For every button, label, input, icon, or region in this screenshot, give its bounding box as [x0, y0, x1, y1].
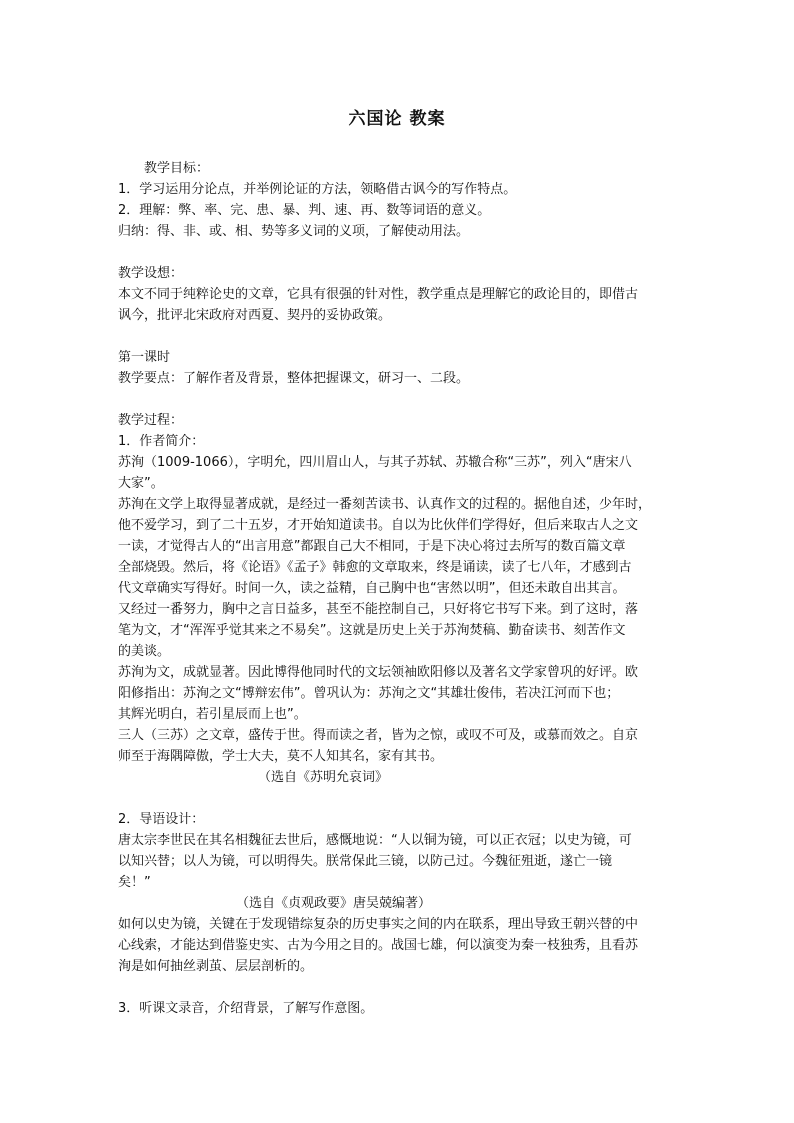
paragraph-line: 他不爱学习，到了二十五岁，才开始知道读书。自以为比伙伴们学得好，但后来取古人之文	[118, 518, 639, 533]
paragraph-line: 本文不同于纯粹论史的文章，它具有很强的针对性，教学重点是理解它的政论目的，即借古	[118, 287, 639, 302]
paragraph-line: 苏洵（1009-1066），字明允，四川眉山人，与其子苏轼、苏辙合称“三苏”，列入“唐宋八	[118, 455, 632, 470]
paragraph-line: 大家”。	[118, 476, 164, 491]
paragraph-line: 其辉光明白，若引星辰而上也”。	[118, 707, 307, 722]
subheading-intro: 2．导语设计：	[118, 812, 205, 827]
paragraph-line: 全部烧毁。然后，将《论语》《孟子》韩愈的文章取来，终是诵读，读了七八年，才感到古	[118, 560, 632, 575]
paragraph-line: 1．学习运用分论点，并举例论证的方法，领略借古讽今的写作特点。	[118, 182, 517, 197]
paragraph-line: 唐太宗李世民在其名相魏征去世后，感慨地说：“人以铜为镜，可以正衣冠；以史为镜，可	[118, 833, 632, 848]
paragraph-line: 以知兴替；以人为镜，可以明得失。朕常保此三镜，以防己过。今魏征殂逝，遂亡一镜	[118, 854, 613, 869]
paragraph-line: 阳修指出：苏洵之文“博辩宏伟”。曾巩认为：苏洵之文“其雄壮俊伟，若决江河而下也；	[118, 686, 620, 701]
paragraph-line: 苏洵在文学上取得显著成就，是经过一番刻苦读书、认真作文的过程的。据他自述，少年时，	[118, 497, 652, 512]
paragraph-line: 苏洵为文，成就显著。因此博得他同时代的文坛领袖欧阳修以及著名文学家曾巩的好评。欧	[118, 665, 639, 680]
subheading-listen: 3．听课文录音，介绍背景，了解写作意图。	[118, 1001, 374, 1016]
subheading-author: 1．作者简介：	[118, 434, 205, 449]
paragraph-line: 洵是如何抽丝剥茧、层层剖析的。	[118, 959, 314, 974]
paragraph-line: 教学要点：了解作者及背景，整体把握课文，研习一、二段。	[118, 371, 470, 386]
paragraph-line: 又经过一番努力，胸中之言日益多，甚至不能控制自己，只好将它书写下来。到了这时，落	[118, 602, 639, 617]
document-body	[118, 158, 678, 1019]
paragraph-line: 归纳：得、非、或、相、势等多义词的义项，了解使动用法。	[118, 224, 470, 239]
heading-first-lesson: 第一课时	[118, 350, 171, 365]
paragraph-line: 心线索，才能达到借鉴史实、古为今用之目的。战国七雄，何以演变为秦一枝独秀，且看苏	[118, 938, 639, 953]
heading-objectives: 教学目标：	[144, 161, 210, 176]
paragraph-line: 一读，才觉得古人的“出言用意”都跟自己大不相同，于是下决心将过去所写的数百篇文章	[118, 539, 626, 554]
paragraph-line: 代文章确实写得好。时间一久，读之益精，自己胸中也“害然以明”，但还未敢自出其言。	[118, 581, 626, 596]
paragraph-line: 矣！”	[118, 875, 151, 890]
paragraph-line: 讽今，批评北宋政府对西夏、契丹的妥协政策。	[118, 308, 392, 323]
paragraph-line: 2．理解：弊、率、完、患、暴、判、速、再、数等词语的意义。	[118, 203, 491, 218]
document-title: 六国论 教案	[348, 109, 446, 129]
paragraph-line: 师至于海隅障傲，学士大夫，莫不人知其名，家有其书。	[118, 749, 444, 764]
citation-source: （选自《苏明允哀词》	[258, 770, 389, 785]
paragraph-line: 如何以史为镜，关键在于发现错综复杂的历史事实之间的内在联系，理出导致王朝兴替的中	[118, 917, 639, 932]
citation-source: （选自《贞观政要》唐吴兢编著）	[236, 896, 432, 911]
heading-process: 教学过程：	[118, 413, 184, 428]
paragraph-line: 三人（三苏）之文章，盛传于世。得而读之者，皆为之惊，或叹不可及，或慕而效之。自京	[118, 728, 639, 743]
paragraph-line: 的美谈。	[118, 644, 171, 659]
paragraph-line: 笔为文，才“浑浑乎觉其来之不易矣”。这就是历史上关于苏洵焚稿、勤奋读书、刻苦作文	[118, 623, 626, 638]
heading-design: 教学设想：	[118, 266, 184, 281]
